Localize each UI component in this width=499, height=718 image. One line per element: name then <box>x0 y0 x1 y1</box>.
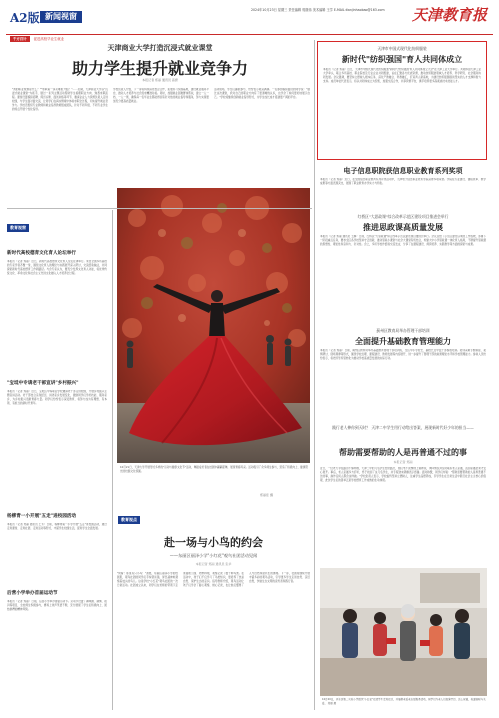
lead-body-col3: 活动现场，学生们踊跃参与，纷纷表示收获满满。一名参加模拟面试的同学说："通过这次课堂，我对自己的职业方向有了更清晰的认识，也学会了如何更好地展示自己。"学校将继续创新就业指导形式，为学生成长成才搭建更广阔的平台。 <box>214 88 310 99</box>
lead-body-col2: 学校负责人介绍，下一步将持续深化校企合作，拓展实习实践基地，建设就业服务平台，推动人才培养与社会需求精准对接。同时，加强就业困难群体帮扶，建立一人一档、一人一策，确保每一名毕业生都能得到有针对性的就业指导和服务，努力实现更加充分更高质量就业。 <box>113 88 209 103</box>
photo-credit: 郑丽佳 摄 <box>260 493 273 497</box>
side-3-body: 本报讯（记者 郑丽 通讯员 王芳）日前，杨柳青第一小学开展"五走"进校园活动，通过走进课堂、走进社团、走进活动等形式，丰富学生校园生活，促进学生全面发展。 <box>7 523 107 530</box>
news-3-body: 本报讯（记者 郑丽）日前，蓟州区教育局举办基础教育管理干部培训班，全区中小学校长、副校长及中层干部参加培训。培训采取专题讲座、案例研讨、现场观摩等形式，围绕学校治理、课程建设、教师发展等内容展开，进一步提升了管理干部的政策理论水平和学校管理能力。参训人员纷纷表示，将把所学所思转化为推动学校高质量发展的实际行动。 <box>320 349 486 360</box>
side-4-title: 后营小学举办首届运动节 <box>7 591 58 596</box>
lead-title: 助力学生提升就业竞争力 <box>71 59 248 78</box>
photo-caption: 10月21日，天津大学开展形式多样的"运动与健康文化节"活动，舞蹈爱好者在校园中翩翩起舞，展现青春风采。活动吸引了众多师生参与，营造了积极向上、健康阳光的校园文化氛围。 <box>120 466 308 473</box>
masthead <box>6 3 493 35</box>
news-2-body: 本报讯（记者 郑丽 通讯员 王静）日前，红桥区"大思政课"综合改革示范区建设项目推进会举行。会议总结了示范区建设以来的工作成效，部署下一阶段重点任务，要求全区各学校坚持守正创新，推动思政小课堂与社会大课堂有机结合，构建大中小学思政课一体化育人格局，不断提升思政课的思想性、理论性和亲和力、针对性。会上，多所学校作经验交流发言，分享了在课程建设、师资培养、实践教学等方面的探索与成果。 <box>320 235 486 246</box>
page-number: A2版 <box>10 11 40 25</box>
news-4-subtitle: 践行老人捧你到天时？ 天津二中学生用行动给出答案，展现新时代好少年的担当—— <box>332 425 474 430</box>
section-name: 新闻视窗 <box>40 11 82 23</box>
side-2-title: "宝坻中专请老干部宣讲"乡村振兴" <box>7 381 79 386</box>
news-3-title: 全面提升基础教育管理能力 <box>355 336 451 346</box>
side-1-body: 本报讯（记者 郑丽）近日，新时代高校德育文化育人论坛在津举行。来自全国多所高校的专家学者齐聚一堂，围绕文化育人的理论与实践展开深入研讨，交流经验做法，共同探索新时代高校德育工作新路径。与会专家认为，要充分发挥文化育人功能，将优秀传统文化、革命文化和社会主义先进文化融入人才培养全过程。 <box>7 260 107 275</box>
news-4-body: 近日，一位老大爷在路边不慎摔倒，天津二中的几名学生恰好路过，他们毫不犹豫地上前搀扶，询问情况并及时联系老人家属，直到家属赶来才安心离开。事后，老人家属多方打听，终于找到了这几名学生，并专程送来锦旗表示感谢。面对称赞，同学们却说："帮助需要帮助的人是再普通不过的事，换作任何人都会这样做。"学校负责人表示，学校始终坚持立德树人，注重学生品德养成，引导学生在日常生活中践行社会主义核心价值观，此次学生们的善举正是学校德育工作成效的生动体现。 <box>320 467 486 482</box>
lead-story-divider <box>7 208 312 209</box>
kicker-bar <box>10 36 64 41</box>
community-photo <box>320 568 487 696</box>
dancer-photo <box>117 188 310 463</box>
dateline: 2024年10月23日 星期三 责任编辑 郭继伟 美术编辑 王学 E-MAIL:tianjinhaobao@163.com <box>251 8 385 12</box>
column-divider-left <box>112 210 113 710</box>
feature-body: "快看！那里有只小鸟！"清晨，东丽区丽泽小学的校园里，观鸟社团的同学们手持望远镜，屏息凝神地观察着枝头的鸟儿。这是学校"小红花"观鸟社团的一次日常活动。社团成立以来，同学们在老师的带领下走进湿地公园、郊野林地，观察记录了数十种鸟类。在活动中，孩子们不仅学习了鸟类知识，更培养了热爱自然、保护生态的意识。指导教师介绍，观鸟活动让孩子们学会了耐心观察、细心记录，也让他们懂得了人与自然和谐共生的道理。下一步，社团将继续开展丰富多彩的观鸟活动，引导更多学生走进自然、亲近自然，争做生态文明的宣传者和践行者。 <box>117 572 310 587</box>
kicker-tag: 千方百计 <box>10 36 30 42</box>
community-photo-caption: 10月20日，河东区第二实验小学组织"小红花"社团学生走进社区，开展敬老爱老志愿服务活动，同学们为老人们表演节目、送上祝福，传递温暖与关爱。 郑丽 摄 <box>322 698 486 705</box>
feature-title: 赴一场与小鸟的约会 <box>164 536 263 549</box>
lead-subtitle: 天津商业大学打造沉浸式就业课堂 <box>107 44 213 52</box>
column-divider-right <box>314 40 315 710</box>
featured-news-body: 本报讯（记者 郑丽）近日，天津市中国式现代化纺织服装"新时代'纺织强国'育人共同体成立大会"在天津工业大学举行。共同体由天津工业大学牵头，联合多所高校、职业院校及行业企业共同组建，旨在汇聚各方优质资源，推动纺织服装领域人才培养、科学研究、社会服务协同发展。会议强调，要坚持立德树人根本任务，深化产教融合、科教融汇，打造育人新高地，为建设纺织强国提供坚实的人才支撑和智力支持。成员单位代表表示，将以共同体成立为契机，加强交流合作，共享资源平台，携手培养更多高素质技术技能人才。 <box>323 68 481 83</box>
lead-byline: 本报记者 郑丽 通讯员 高源 <box>142 78 178 82</box>
news-2-title: 推进思政课高质量发展 <box>363 222 443 232</box>
feature-subtitle: ——东丽区丽泽小学"小红花"观鸟社团活动见闻 <box>169 553 258 558</box>
lead-body-col1: "我的职业规划是什么？""求职第一步从哪里开始？"……近期，天津商业大学以"沉浸式就业课堂"为抓手，通过一系列主题活动帮助学生梳理职业方向、熟悉求职流程。课堂设置模拟招聘、简历诊断、面试训练等环节，邀请企业人力资源负责人走进校园，与学生面对面交流，让同学们在真实情境中体验求职全过程，切实提升就业竞争力。学校还组织专业教师和就业指导教师组成团队，针对不同年级、不同专业学生的特点开展个性化指导。 <box>12 88 108 111</box>
side-3-title: 杨柳青一小开展"五走"进校园活动 <box>7 514 77 519</box>
news-1-body: 本报讯（记者 郑丽）近日，在全国信息职业教育系列评选活动中，天津电子信息职业技术学院获得多项荣誉。学院在专业建设、课程改革、教学成果等方面表现突出，展现了职业教育办学实力与特色。 <box>320 178 486 185</box>
news-4-byline: 本报记者 郑丽 <box>393 460 413 464</box>
featured-news-box <box>317 41 487 160</box>
news-2-subtitle: 红桥区"大思政课"综合改革示范区建设项目推进会举行 <box>357 214 449 219</box>
news-3-subtitle: 蓟州区教育局举办管理干部培训 <box>376 328 430 333</box>
side-2-body: 本报讯（记者 郑丽）近日，宝坻区中等职业学校邀请老干部走进校园，开展乡村振兴主题宣讲活动。老干部结合亲身经历，讲述家乡发展变化，激励同学们学好技能、服务家乡，为乡村振兴贡献青春力量。同学们纷纷表示深受教育，将努力成为有理想、有本领、有担当的新时代青年。 <box>7 390 107 405</box>
side-section-label: 教育视窗 <box>7 224 29 232</box>
news-1-title: 电子信息职院获信息职业教育系列奖项 <box>343 166 463 175</box>
featured-news-subtitle: 天津市中国式现代化纺织服装 <box>377 46 427 51</box>
community-photo-credit: 郑丽 摄 <box>327 701 337 705</box>
side-1-title: 新时代高校德育文化育人论坛举行 <box>7 251 76 256</box>
feature-byline: 本报记者 郑丽 通讯员 张华 <box>195 562 232 566</box>
feature-section-label: 教育视点 <box>118 516 140 524</box>
kicker-text: 促进高校毕业生就业 <box>33 37 65 41</box>
side-4-body: 本报讯（记者 郑丽）日前，后营小学举办首届运动节。运动节设置了趣味跑、跳绳、拔河等项目，全校师生积极参与，赛场上欢声笑语不断，充分展现了学生们积极向上、团结拼搏的精神风貌。 <box>7 600 107 611</box>
newspaper-logo: 天津教育报 <box>411 6 487 24</box>
featured-news-title: 新时代"纺织强国"育人共同体成立 <box>341 54 463 64</box>
news-4-title: 帮助需要帮助的人是再普通不过的事 <box>339 447 467 457</box>
